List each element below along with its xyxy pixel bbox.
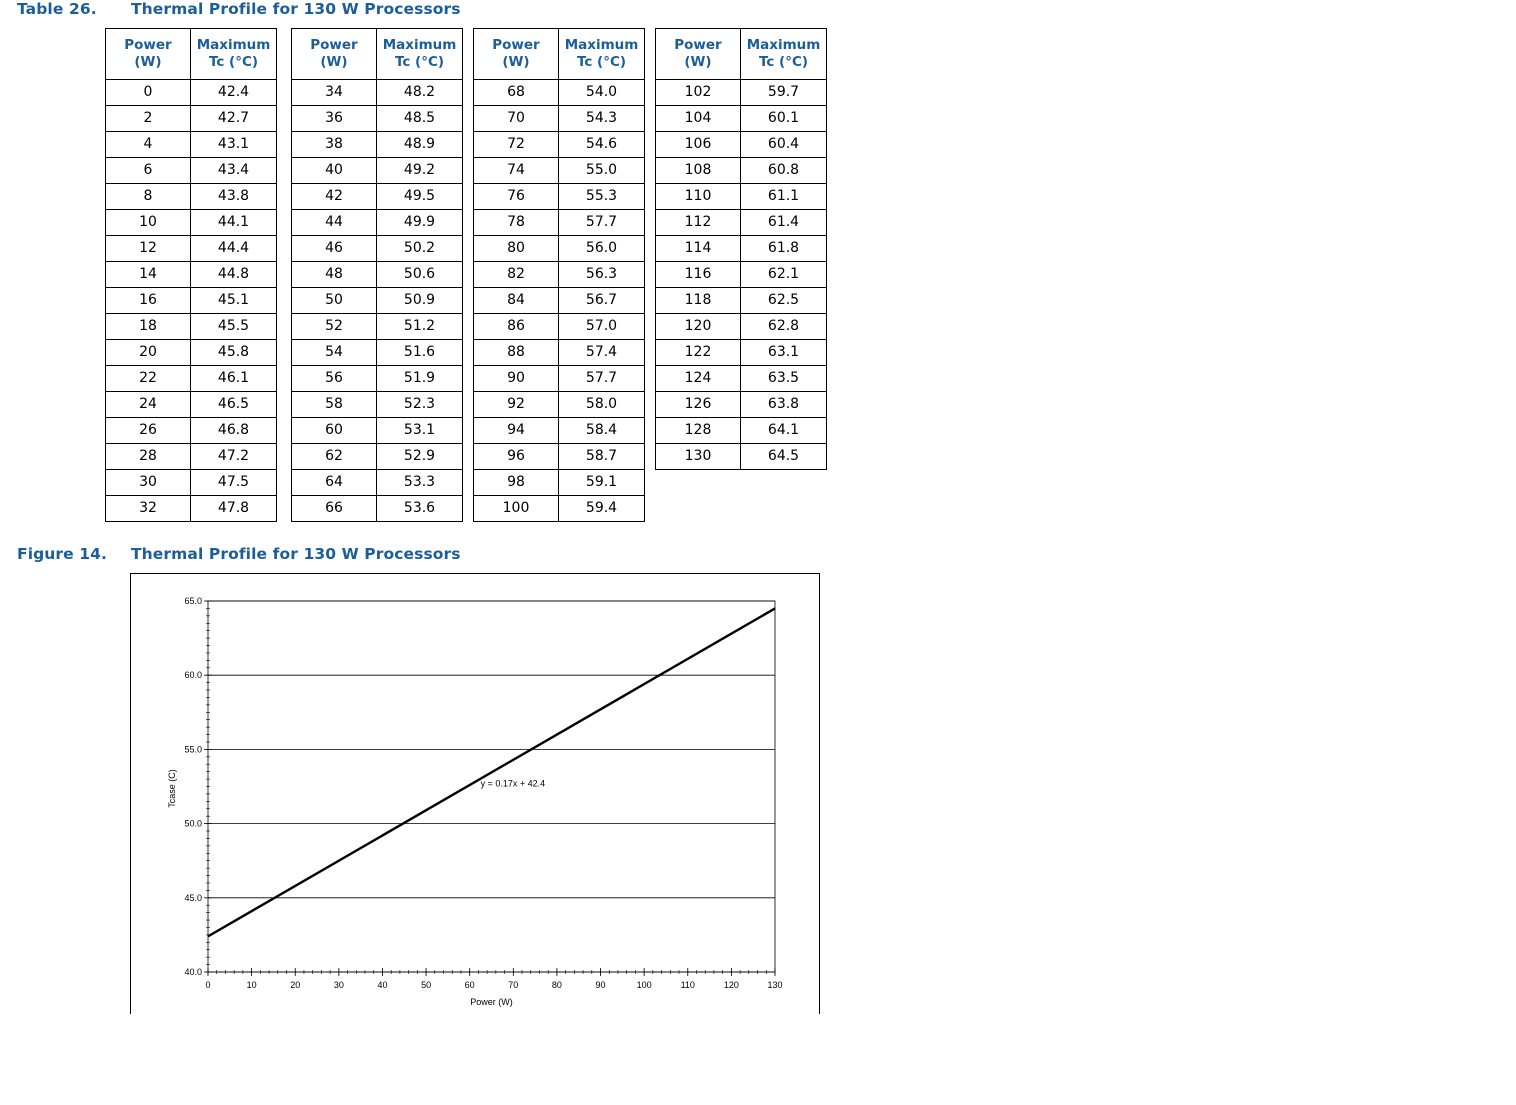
header-row [474, 29, 645, 80]
max-tc-cell: 49.5 [377, 184, 463, 210]
y-tick-label: 55.0 [184, 744, 202, 755]
table-row [292, 236, 463, 262]
power-cell: 106 [656, 132, 741, 158]
table-row [106, 236, 277, 262]
table-row [106, 444, 277, 470]
x-tick-label: 90 [595, 980, 606, 990]
table-row [292, 314, 463, 340]
table-row [656, 418, 827, 444]
power-cell: 0 [106, 80, 191, 106]
table-row [292, 210, 463, 236]
table-row [106, 418, 277, 444]
y-tick-label: 65.0 [184, 596, 202, 606]
max-tc-cell: 44.8 [191, 262, 277, 288]
power-cell: 26 [106, 418, 191, 444]
max-tc-cell: 51.6 [377, 340, 463, 366]
power-cell: 28 [106, 444, 191, 470]
power-cell: 46 [292, 236, 377, 262]
power-cell: 16 [106, 288, 191, 314]
table-row [106, 106, 277, 132]
x-tick-label: 20 [290, 980, 301, 990]
max-tc-cell: 58.4 [559, 418, 645, 444]
series-line [208, 608, 775, 936]
table-row [656, 444, 827, 470]
x-tick-label: 80 [551, 980, 562, 990]
table-row [474, 236, 645, 262]
power-cell: 84 [474, 288, 559, 314]
max-tc-cell: 50.6 [377, 262, 463, 288]
power-cell: 52 [292, 314, 377, 340]
power-cell: 102 [656, 80, 741, 106]
table-row [656, 262, 827, 288]
power-cell: 128 [656, 418, 741, 444]
max-tc-cell: 59.4 [559, 496, 645, 522]
max-tc-cell: 57.7 [559, 210, 645, 236]
max-tc-cell: 51.2 [377, 314, 463, 340]
table-row [474, 106, 645, 132]
power-cell: 50 [292, 288, 377, 314]
max-tc-cell: 46.8 [191, 418, 277, 444]
max-tc-cell: 47.5 [191, 470, 277, 496]
max-tc-cell: 52.3 [377, 392, 463, 418]
table-row [474, 314, 645, 340]
power-cell: 58 [292, 392, 377, 418]
max-tc-cell: 54.6 [559, 132, 645, 158]
power-cell: 38 [292, 132, 377, 158]
table-row [474, 210, 645, 236]
x-tick-label: 110 [680, 980, 695, 990]
power-cell: 56 [292, 366, 377, 392]
power-cell: 108 [656, 158, 741, 184]
max-tc-cell: 56.7 [559, 288, 645, 314]
max-tc-cell: 58.0 [559, 392, 645, 418]
header-row [106, 29, 277, 80]
table-row [106, 262, 277, 288]
table-row [474, 288, 645, 314]
max-tc-header-line1: Maximum [746, 37, 821, 53]
table-row [656, 158, 827, 184]
table-number: Table 26. [17, 0, 97, 18]
max-tc-header [559, 29, 645, 80]
max-tc-cell: 57.4 [559, 340, 645, 366]
table-row [292, 158, 463, 184]
table-row [656, 288, 827, 314]
max-tc-cell: 46.5 [191, 392, 277, 418]
power-cell: 80 [474, 236, 559, 262]
table-row [292, 288, 463, 314]
max-tc-header-line2: Tc (°C) [394, 54, 445, 70]
power-header [106, 29, 191, 80]
power-cell: 72 [474, 132, 559, 158]
max-tc-cell: 54.3 [559, 106, 645, 132]
x-tick-label: 30 [333, 980, 344, 990]
max-tc-cell: 43.1 [191, 132, 277, 158]
power-cell: 126 [656, 392, 741, 418]
power-cell: 130 [656, 444, 741, 470]
max-tc-cell: 45.5 [191, 314, 277, 340]
power-cell: 2 [106, 106, 191, 132]
thermal-table-1 [105, 28, 277, 522]
power-cell: 118 [656, 288, 741, 314]
max-tc-cell: 56.3 [559, 262, 645, 288]
power-cell: 64 [292, 470, 377, 496]
max-tc-cell: 50.2 [377, 236, 463, 262]
max-tc-cell: 49.2 [377, 158, 463, 184]
max-tc-cell: 46.1 [191, 366, 277, 392]
max-tc-cell: 61.1 [741, 184, 827, 210]
thermal-profile-chart [131, 574, 819, 1014]
y-tick-label: 50.0 [184, 818, 202, 829]
table-row [656, 210, 827, 236]
max-tc-cell: 53.3 [377, 470, 463, 496]
table-row [474, 262, 645, 288]
power-cell: 122 [656, 340, 741, 366]
table-row [292, 366, 463, 392]
max-tc-cell: 62.1 [741, 262, 827, 288]
power-cell: 96 [474, 444, 559, 470]
table-row [656, 366, 827, 392]
x-tick-label: 120 [723, 980, 739, 990]
x-tick-label: 50 [421, 980, 432, 990]
max-tc-cell: 43.4 [191, 158, 277, 184]
table-row [292, 132, 463, 158]
table-row [292, 106, 463, 132]
table-row [106, 184, 277, 210]
power-cell: 24 [106, 392, 191, 418]
max-tc-cell: 63.1 [741, 340, 827, 366]
max-tc-cell: 57.0 [559, 314, 645, 340]
x-tick-label: 0 [205, 980, 211, 990]
table-row [292, 262, 463, 288]
power-cell: 76 [474, 184, 559, 210]
table-row [474, 132, 645, 158]
y-tick-label: 40.0 [184, 967, 202, 977]
power-cell: 86 [474, 314, 559, 340]
power-header [474, 29, 559, 80]
max-tc-cell: 44.4 [191, 236, 277, 262]
max-tc-cell: 45.8 [191, 340, 277, 366]
table-row [474, 496, 645, 522]
power-cell: 4 [106, 132, 191, 158]
max-tc-header-line2: Tc (°C) [758, 54, 809, 70]
table-row [106, 80, 277, 106]
power-cell: 20 [106, 340, 191, 366]
table-row [292, 340, 463, 366]
power-cell: 70 [474, 106, 559, 132]
max-tc-cell: 62.8 [741, 314, 827, 340]
max-tc-cell: 62.5 [741, 288, 827, 314]
max-tc-cell: 55.3 [559, 184, 645, 210]
table-row [656, 184, 827, 210]
max-tc-header-line1: Maximum [382, 37, 457, 53]
figure-title: Thermal Profile for 130 W Processors [131, 545, 461, 563]
thermal-table-2 [291, 28, 463, 522]
trendline-equation: y = 0.17x + 42.4 [480, 778, 546, 789]
y-axis-title: Tcase (C) [167, 769, 177, 808]
max-tc-cell: 44.1 [191, 210, 277, 236]
power-header-line2: (W) [320, 54, 348, 70]
power-cell: 30 [106, 470, 191, 496]
max-tc-cell: 52.9 [377, 444, 463, 470]
table-row [656, 80, 827, 106]
max-tc-cell: 58.7 [559, 444, 645, 470]
max-tc-header [191, 29, 277, 80]
max-tc-cell: 48.5 [377, 106, 463, 132]
max-tc-cell: 53.6 [377, 496, 463, 522]
max-tc-cell: 47.2 [191, 444, 277, 470]
power-cell: 68 [474, 80, 559, 106]
max-tc-cell: 42.4 [191, 80, 277, 106]
header-row [656, 29, 827, 80]
max-tc-cell: 60.4 [741, 132, 827, 158]
max-tc-cell: 57.7 [559, 366, 645, 392]
x-tick-label: 100 [636, 980, 652, 990]
y-tick-label: 60.0 [184, 670, 202, 681]
max-tc-header-line1: Maximum [564, 37, 639, 53]
table-row [292, 184, 463, 210]
x-tick-label: 70 [508, 980, 519, 990]
table-row [106, 132, 277, 158]
table-row [292, 80, 463, 106]
y-tick-label: 45.0 [184, 892, 202, 903]
power-cell: 120 [656, 314, 741, 340]
power-cell: 48 [292, 262, 377, 288]
x-tick-label: 10 [246, 980, 257, 990]
power-cell: 82 [474, 262, 559, 288]
power-cell: 112 [656, 210, 741, 236]
table-row [474, 418, 645, 444]
power-cell: 42 [292, 184, 377, 210]
table-row [292, 392, 463, 418]
power-cell: 94 [474, 418, 559, 444]
table-row [292, 470, 463, 496]
max-tc-header [377, 29, 463, 80]
power-cell: 114 [656, 236, 741, 262]
max-tc-cell: 50.9 [377, 288, 463, 314]
power-cell: 14 [106, 262, 191, 288]
max-tc-cell: 49.9 [377, 210, 463, 236]
table-row [106, 158, 277, 184]
x-tick-label: 130 [767, 980, 783, 990]
max-tc-cell: 51.9 [377, 366, 463, 392]
thermal-table-4 [655, 28, 827, 470]
table-row [656, 340, 827, 366]
power-cell: 98 [474, 470, 559, 496]
table-row [106, 288, 277, 314]
max-tc-header-line2: Tc (°C) [208, 54, 259, 70]
x-tick-label: 40 [377, 980, 388, 990]
power-cell: 124 [656, 366, 741, 392]
max-tc-cell: 55.0 [559, 158, 645, 184]
power-cell: 116 [656, 262, 741, 288]
chart-frame [130, 573, 820, 1014]
max-tc-cell: 63.5 [741, 366, 827, 392]
x-axis-title: Power (W) [470, 997, 513, 1007]
power-cell: 104 [656, 106, 741, 132]
max-tc-cell: 63.8 [741, 392, 827, 418]
table-row [474, 444, 645, 470]
power-cell: 90 [474, 366, 559, 392]
table-row [474, 366, 645, 392]
max-tc-cell: 54.0 [559, 80, 645, 106]
max-tc-cell: 64.1 [741, 418, 827, 444]
max-tc-cell: 60.8 [741, 158, 827, 184]
power-cell: 36 [292, 106, 377, 132]
table-row [656, 106, 827, 132]
table-row [656, 392, 827, 418]
table-row [474, 158, 645, 184]
power-cell: 78 [474, 210, 559, 236]
power-cell: 62 [292, 444, 377, 470]
max-tc-cell: 45.1 [191, 288, 277, 314]
power-cell: 92 [474, 392, 559, 418]
power-header-line2: (W) [684, 54, 712, 70]
x-tick-label: 60 [464, 980, 475, 990]
max-tc-cell: 48.2 [377, 80, 463, 106]
max-tc-header [741, 29, 827, 80]
max-tc-header-line2: Tc (°C) [576, 54, 627, 70]
figure-caption [17, 545, 461, 563]
max-tc-cell: 64.5 [741, 444, 827, 470]
table-title: Thermal Profile for 130 W Processors [131, 0, 461, 18]
table-row [106, 366, 277, 392]
power-cell: 12 [106, 236, 191, 262]
power-cell: 34 [292, 80, 377, 106]
max-tc-cell: 48.9 [377, 132, 463, 158]
table-row [656, 132, 827, 158]
power-cell: 22 [106, 366, 191, 392]
power-cell: 74 [474, 158, 559, 184]
table-row [292, 444, 463, 470]
max-tc-cell: 47.8 [191, 496, 277, 522]
max-tc-cell: 56.0 [559, 236, 645, 262]
max-tc-cell: 43.8 [191, 184, 277, 210]
power-header [292, 29, 377, 80]
table-row [292, 496, 463, 522]
power-header-line1: Power [124, 37, 172, 53]
power-cell: 88 [474, 340, 559, 366]
power-cell: 66 [292, 496, 377, 522]
power-header [656, 29, 741, 80]
power-cell: 8 [106, 184, 191, 210]
table-row [474, 392, 645, 418]
power-cell: 60 [292, 418, 377, 444]
table-row [474, 80, 645, 106]
power-cell: 32 [106, 496, 191, 522]
max-tc-cell: 42.7 [191, 106, 277, 132]
power-cell: 100 [474, 496, 559, 522]
header-row [292, 29, 463, 80]
power-header-line2: (W) [502, 54, 530, 70]
power-cell: 40 [292, 158, 377, 184]
power-cell: 10 [106, 210, 191, 236]
max-tc-cell: 59.7 [741, 80, 827, 106]
power-header-line1: Power [310, 37, 358, 53]
table-row [656, 236, 827, 262]
table-row [106, 210, 277, 236]
thermal-table-3 [473, 28, 645, 522]
max-tc-cell: 59.1 [559, 470, 645, 496]
max-tc-cell: 60.1 [741, 106, 827, 132]
table-row [106, 392, 277, 418]
power-cell: 44 [292, 210, 377, 236]
power-cell: 54 [292, 340, 377, 366]
table-row [474, 184, 645, 210]
table-caption [17, 0, 461, 18]
table-row [106, 340, 277, 366]
power-header-line1: Power [492, 37, 540, 53]
table-row [474, 470, 645, 496]
power-header-line2: (W) [134, 54, 162, 70]
power-cell: 18 [106, 314, 191, 340]
table-row [292, 418, 463, 444]
table-row [106, 314, 277, 340]
power-cell: 6 [106, 158, 191, 184]
max-tc-cell: 61.8 [741, 236, 827, 262]
figure-number: Figure 14. [17, 545, 108, 563]
table-row [106, 470, 277, 496]
max-tc-cell: 61.4 [741, 210, 827, 236]
power-cell: 110 [656, 184, 741, 210]
table-row [106, 496, 277, 522]
table-row [474, 340, 645, 366]
max-tc-header-line1: Maximum [196, 37, 271, 53]
max-tc-cell: 53.1 [377, 418, 463, 444]
table-row [656, 314, 827, 340]
power-header-line1: Power [674, 37, 722, 53]
